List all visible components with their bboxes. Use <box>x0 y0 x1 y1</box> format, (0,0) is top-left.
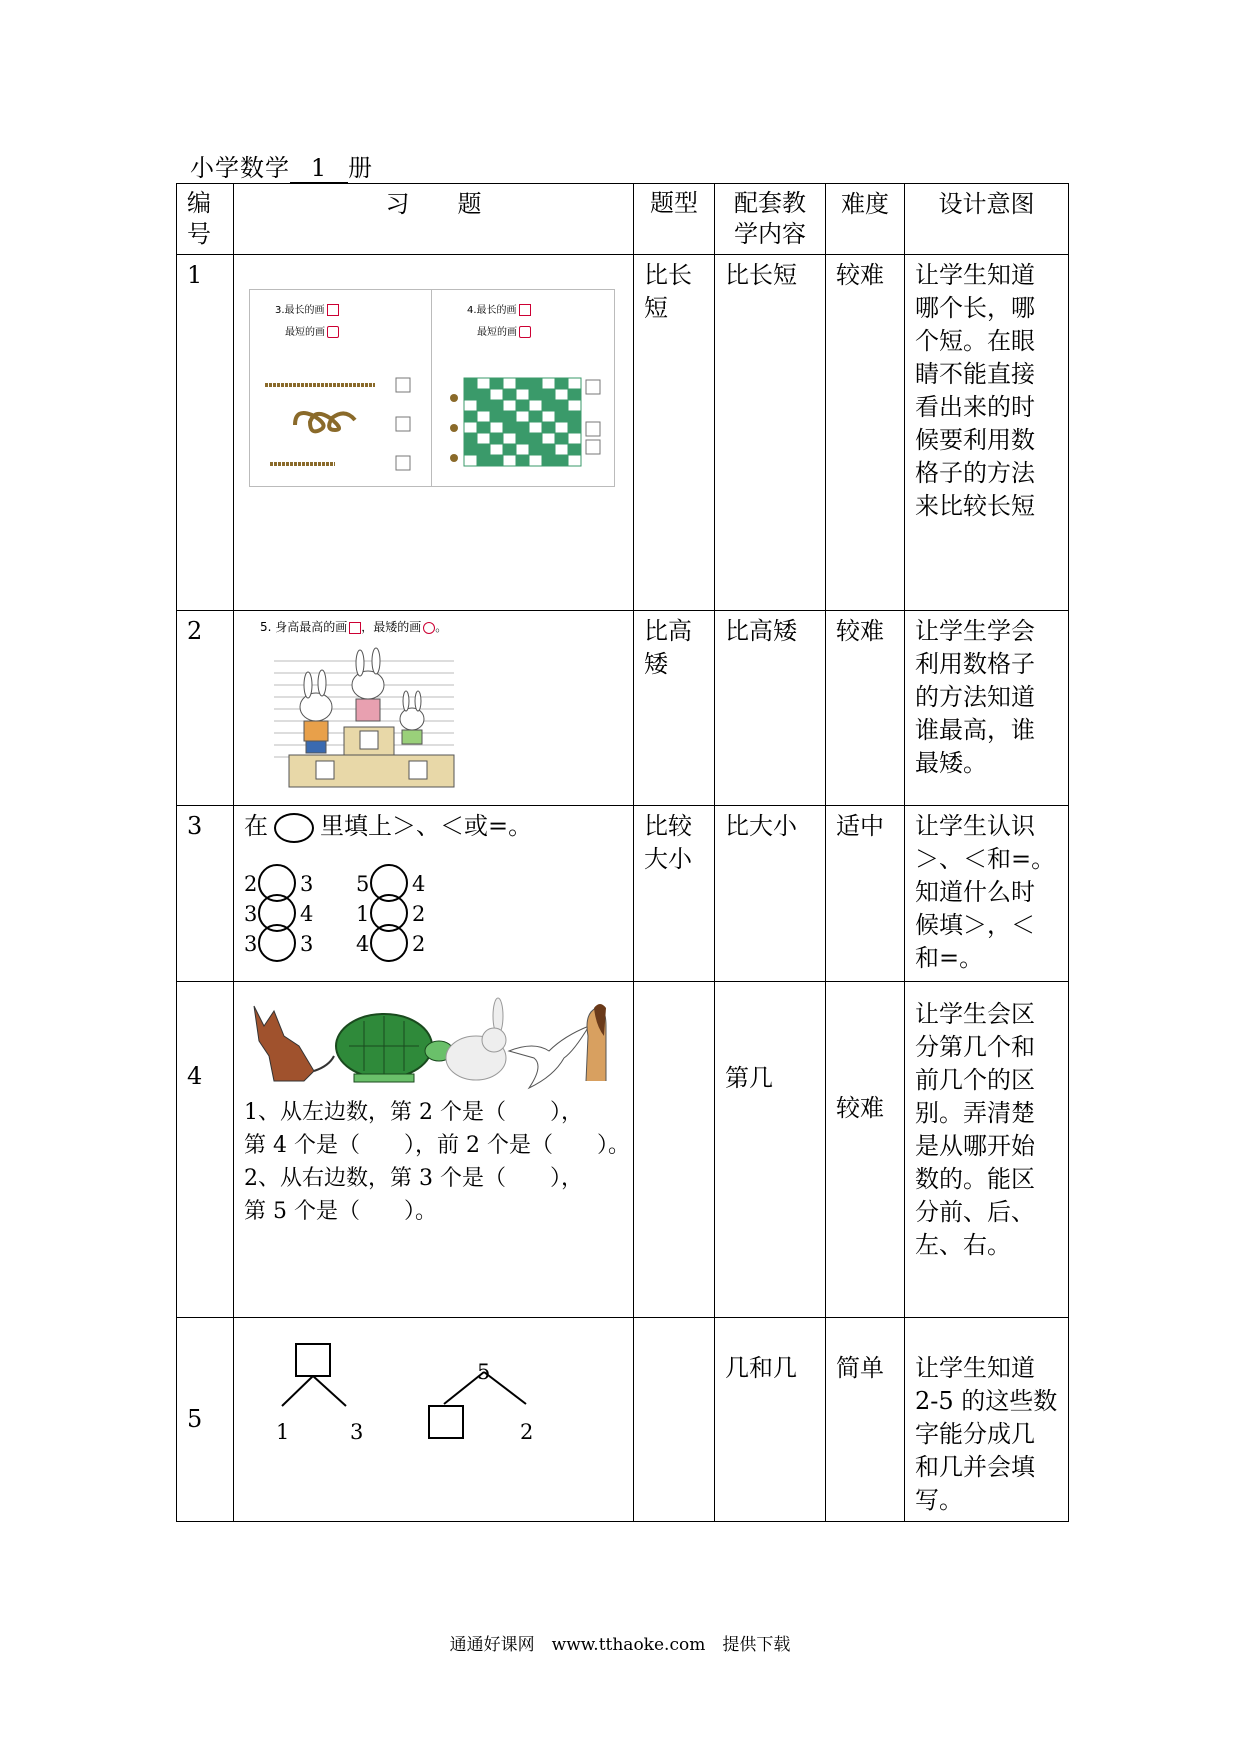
grid-square <box>529 378 542 389</box>
grid-square <box>516 444 529 455</box>
compare-right-number: 3 <box>300 872 314 896</box>
grid-square <box>503 400 516 411</box>
teaching-content: 比大小 <box>715 806 826 982</box>
difficulty: 简单 <box>826 1318 905 1522</box>
grid-square <box>542 444 555 455</box>
compare-left-number: 5 <box>356 872 370 896</box>
exercise-cell <box>234 806 634 982</box>
grid-square <box>529 422 542 433</box>
grid-square <box>529 389 542 400</box>
header-row <box>177 184 1069 255</box>
exercise-type: 比较大小 <box>634 806 715 982</box>
compare-right-number: 3 <box>300 932 314 956</box>
table-row <box>177 255 1069 611</box>
design-intent: 让学生认识＞、＜和=。知道什么时候填＞，＜和=。 <box>905 806 1069 982</box>
grid-square <box>568 389 581 400</box>
grid-square <box>477 389 490 400</box>
title-prefix: 小学数学 <box>190 154 290 182</box>
grid-square <box>477 444 490 455</box>
compare-left-number: 3 <box>244 902 258 926</box>
grid-square <box>464 455 477 466</box>
grid-square <box>542 389 555 400</box>
rabbits-height-drawing <box>244 615 624 795</box>
grid-square <box>555 433 568 444</box>
grid-square <box>555 400 568 411</box>
teaching-content: 比高矮 <box>715 611 826 806</box>
grid-square <box>516 455 529 466</box>
grid-square <box>555 389 568 400</box>
row-number: 5 <box>177 1318 234 1522</box>
exercise-table <box>176 183 1069 1522</box>
grid-square <box>516 389 529 400</box>
exercise-type <box>634 1318 715 1522</box>
grid-square <box>542 400 555 411</box>
grid-square <box>477 455 490 466</box>
checker-grid-drawing <box>432 290 614 486</box>
grid-square <box>529 455 542 466</box>
bond-a-left: 1 <box>276 1420 290 1444</box>
grid-square <box>529 433 542 444</box>
question-line: 1、从左边数，第 2 个是（ ）， <box>244 1100 583 1125</box>
row-number: 1 <box>177 255 234 611</box>
design-intent: 让学生知道哪个长，哪个短。在眼睛不能直接看出来的时候要利用数格子的方法来比较长短 <box>905 255 1069 611</box>
grid-square <box>516 422 529 433</box>
grid-square <box>490 433 503 444</box>
header-exercise: 习 题 <box>234 184 634 255</box>
grid-square <box>568 444 581 455</box>
grid-square <box>464 433 477 444</box>
difficulty: 适中 <box>826 806 905 982</box>
compare-instruction: 在 里填上＞、＜或=。 <box>244 810 532 843</box>
difficulty: 较难 <box>826 255 905 611</box>
grid-square <box>477 422 490 433</box>
grid-square <box>568 433 581 444</box>
design-intent: 让学生会区分第几个和前几个的区别。弄清楚是从哪开始数的。能区分前、后、左、右。 <box>905 982 1069 1318</box>
exercise-type <box>634 982 715 1318</box>
row-number: 4 <box>177 982 234 1318</box>
design-intent: 让学生学会利用数格子的方法知道谁最高，谁最矮。 <box>905 611 1069 806</box>
grid-square <box>490 444 503 455</box>
grid-square <box>529 444 542 455</box>
compare-right-number: 2 <box>412 932 426 956</box>
grid-square <box>490 378 503 389</box>
grid-square <box>516 411 529 422</box>
grid-square <box>516 433 529 444</box>
header-intent: 设计意图 <box>905 184 1069 255</box>
grid-square <box>542 422 555 433</box>
horse-icon <box>586 1004 606 1081</box>
bond-a-right: 3 <box>350 1420 364 1444</box>
header-number: 编号 <box>177 184 234 255</box>
grid-square <box>477 411 490 422</box>
grid-square <box>516 400 529 411</box>
grid-square <box>555 455 568 466</box>
title-suffix: 册 <box>348 154 373 182</box>
table-row <box>177 611 1069 806</box>
grid-square <box>503 422 516 433</box>
header-type: 题型 <box>634 184 715 255</box>
exercise-type: 比长短 <box>634 255 715 611</box>
grid-square <box>503 433 516 444</box>
row-number: 3 <box>177 806 234 982</box>
animals-row-drawing <box>244 996 624 1096</box>
grid-square <box>477 433 490 444</box>
grid-square <box>503 389 516 400</box>
grid-square <box>529 411 542 422</box>
grid-square <box>464 444 477 455</box>
header-difficulty: 难度 <box>826 184 905 255</box>
table-row <box>177 806 1069 982</box>
compare-left-number: 2 <box>244 872 258 896</box>
exercise-cell <box>234 255 634 611</box>
bond-b-right: 2 <box>520 1420 534 1444</box>
document-title <box>190 148 373 183</box>
grid-square <box>464 378 477 389</box>
grid-square <box>490 400 503 411</box>
grid-square <box>490 389 503 400</box>
compare-left-number: 1 <box>356 902 370 926</box>
grid-square <box>555 411 568 422</box>
grid-square <box>542 378 555 389</box>
grid-square <box>464 411 477 422</box>
question-line: 第 5 个是（ ）。 <box>244 1199 437 1224</box>
donkey-icon <box>254 1006 334 1081</box>
grid-square <box>542 433 555 444</box>
grid-square <box>568 378 581 389</box>
grid-square <box>542 411 555 422</box>
difficulty: 较难 <box>826 611 905 806</box>
header-content: 配套教学内容 <box>715 184 826 255</box>
grid-square <box>555 422 568 433</box>
grid-square <box>503 378 516 389</box>
grid-square <box>503 444 516 455</box>
table-row <box>177 982 1069 1318</box>
compare-left-number: 4 <box>356 932 370 956</box>
table-row <box>177 1318 1069 1522</box>
teaching-content: 比长短 <box>715 255 826 611</box>
grid-compare-panel: 4.最长的画 最短的画 <box>431 289 615 487</box>
length-compare-panel: 3.最长的画 最短的画 <box>249 289 433 487</box>
grid-square <box>503 411 516 422</box>
volume-number: 1 <box>290 154 348 183</box>
grid-square <box>464 400 477 411</box>
compare-right-number: 2 <box>412 902 426 926</box>
grid-square <box>503 455 516 466</box>
grid-square <box>464 389 477 400</box>
ropes-drawing <box>250 290 432 486</box>
difficulty: 较难 <box>826 982 905 1318</box>
compare-right-number: 4 <box>300 902 314 926</box>
turtle-icon <box>336 1014 453 1082</box>
bond-b-top: 5 <box>477 1360 491 1384</box>
exercise-cell: 5. 身高最高的画 ，最矮的画 。 <box>234 611 634 806</box>
teaching-content: 第几 <box>715 982 826 1318</box>
compare-left-number: 3 <box>244 932 258 956</box>
answer-circle[interactable] <box>258 924 296 962</box>
teaching-content: 几和几 <box>715 1318 826 1522</box>
grid-square <box>542 455 555 466</box>
grid-square <box>477 378 490 389</box>
answer-circle[interactable] <box>370 924 408 962</box>
grid-square <box>490 455 503 466</box>
grid-square <box>490 422 503 433</box>
design-intent: 让学生知道2-5 的这些数字能分成几和几并会填写。 <box>905 1318 1069 1522</box>
grid-square <box>464 422 477 433</box>
grid-square <box>555 378 568 389</box>
exercise-cell <box>234 1318 634 1522</box>
grid-square <box>477 400 490 411</box>
compare-right-number: 4 <box>412 872 426 896</box>
exercise-type: 比高矮 <box>634 611 715 806</box>
question-line: 第 4 个是（ ），前 2 个是（ ）。 <box>244 1133 630 1158</box>
exercise-cell <box>234 982 634 1318</box>
row-number: 2 <box>177 611 234 806</box>
footer-credit: 通通好课网 www.tthaoke.com 提供下载 <box>449 1635 791 1655</box>
grid-square <box>568 422 581 433</box>
grid-square <box>568 400 581 411</box>
grid-square <box>568 455 581 466</box>
dove-icon <box>509 1026 589 1088</box>
rabbit-icon <box>446 998 506 1080</box>
question-line: 2、从右边数，第 3 个是（ ）， <box>244 1166 583 1191</box>
grid-square <box>555 444 568 455</box>
grid-square <box>568 411 581 422</box>
grid-square <box>516 378 529 389</box>
number-bond-drawing <box>244 1322 624 1502</box>
grid-square <box>490 411 503 422</box>
grid-square <box>529 400 542 411</box>
